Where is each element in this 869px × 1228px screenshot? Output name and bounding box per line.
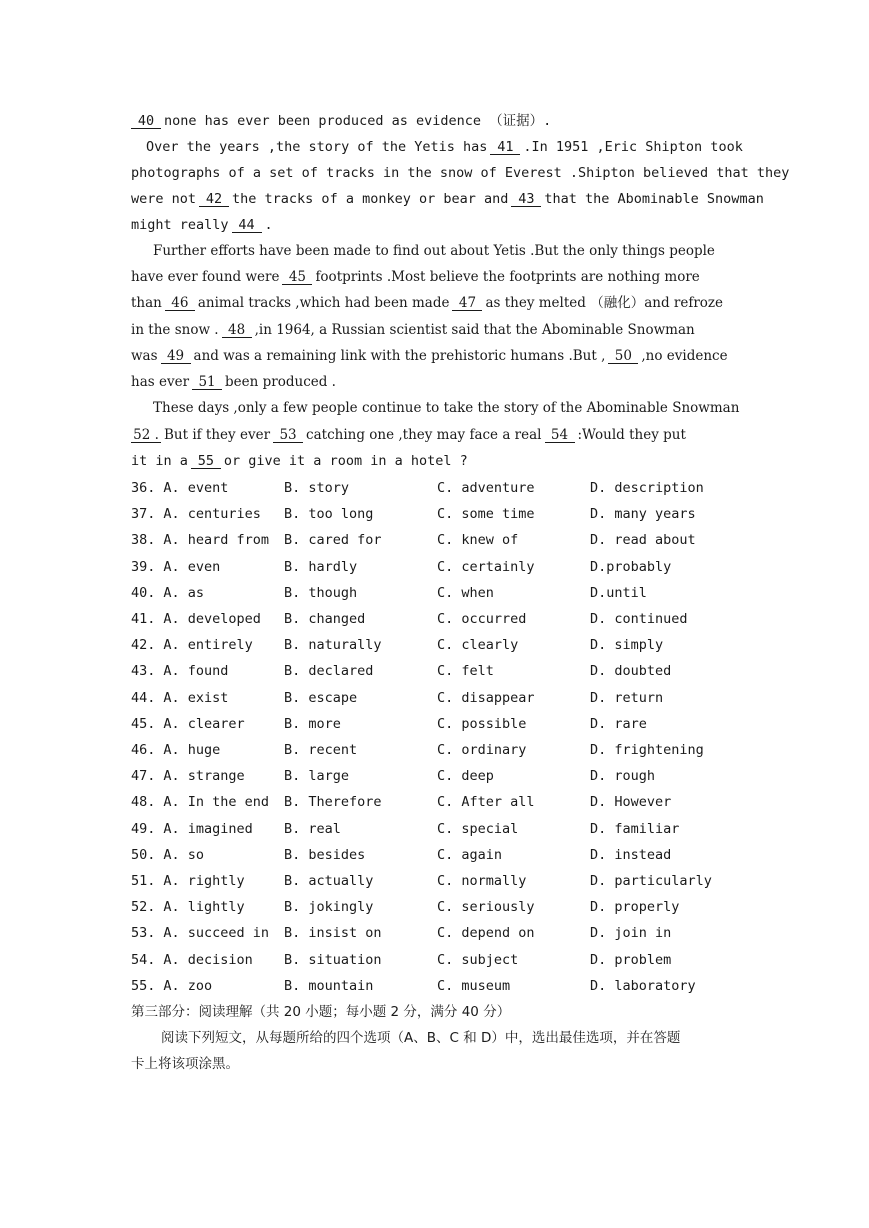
option-row: [131, 662, 751, 680]
option-d: D. problem: [590, 951, 672, 968]
option-c: C. occurred: [437, 611, 527, 627]
option-d: D. simply: [590, 637, 664, 654]
option-b: B. large: [284, 768, 350, 785]
option-c: C. seriously: [437, 899, 535, 916]
option-a-text: A. as: [163, 584, 205, 601]
option-c: C. felt: [437, 663, 494, 680]
question-number: 53.: [131, 925, 156, 942]
option-c: C. After all: [437, 794, 535, 811]
option-a: [131, 846, 204, 864]
passage-line: have ever found were 45 footprints .Most believe the footprints are nothing more: [131, 269, 700, 285]
option-a-text: A. imagined: [163, 820, 253, 837]
option-d: D. rough: [590, 768, 656, 785]
question-number: 41.: [131, 611, 156, 627]
option-row: [131, 531, 751, 549]
section-instruction: 卡上将该项涂黑。: [131, 1056, 239, 1072]
section-instruction: 阅读下列短文，从每题所给的四个选项（A、B、C 和 D）中，选出最佳选项，并在答题: [161, 1030, 681, 1046]
option-row: [131, 558, 751, 576]
option-d: D. read about: [590, 532, 696, 549]
section-heading: 第三部分：阅读理解（共 20 小题；每小题 2 分，满分 40 分）: [131, 1004, 511, 1020]
passage-line: photographs of a set of tracks in the snow of Everest .Shipton believed that they: [131, 165, 790, 181]
passage-line: 40 none has ever been produced as evidence （证据）.: [131, 112, 737, 130]
passage-line: 52 . But if they ever 53 catching one ,they may face a real 54 :Would they put: [131, 426, 737, 444]
option-row: [131, 689, 751, 707]
option-c: C. ordinary: [437, 742, 527, 758]
option-b: B. escape: [284, 689, 358, 706]
option-row: [131, 924, 751, 942]
option-row: [131, 767, 751, 785]
question-number: 55.: [131, 977, 156, 994]
option-a: [131, 977, 212, 995]
option-c: C. deep: [437, 768, 494, 785]
option-a: [131, 531, 269, 549]
option-a-text: A. strange: [163, 768, 245, 785]
option-a: [131, 584, 204, 602]
option-d: D.until: [590, 584, 647, 601]
option-b: B. real: [284, 820, 341, 837]
option-c: C. some time: [437, 506, 535, 523]
option-a-text: A. event: [163, 480, 229, 496]
option-c: C. adventure: [437, 480, 535, 496]
option-c: C. museum: [437, 977, 511, 994]
option-a: [131, 793, 269, 811]
question-number: 37.: [131, 506, 156, 523]
option-d: D. instead: [590, 846, 672, 863]
option-a-text: A. succeed in: [163, 925, 270, 942]
option-row: [131, 636, 751, 654]
passage-line: than 46 animal tracks ,which had been made 47 as they melted （融化）and refroze: [131, 295, 724, 311]
option-d: D. particularly: [590, 873, 712, 889]
question-number: 42.: [131, 637, 156, 654]
option-a: [131, 479, 228, 497]
blank-51: 51: [192, 375, 222, 390]
option-a: [131, 662, 228, 680]
option-row: [131, 584, 751, 602]
question-number: 44.: [131, 689, 156, 706]
passage-line: Over the years ,the story of the Yetis has 41 .In 1951 ,Eric Shipton took: [146, 139, 743, 155]
option-c: C. subject: [437, 951, 519, 968]
option-d: D. rare: [590, 715, 647, 732]
question-number: 46.: [131, 742, 156, 758]
option-row: [131, 505, 751, 523]
question-number: 38.: [131, 532, 156, 549]
option-b: B. recent: [284, 742, 358, 758]
option-b: B. insist on: [284, 925, 382, 942]
option-b: B. besides: [284, 846, 366, 863]
option-b: B. naturally: [284, 637, 382, 654]
option-a: [131, 951, 253, 969]
option-a: [131, 715, 245, 733]
option-row: [131, 741, 751, 759]
option-b: B. more: [284, 715, 341, 732]
option-c: C. when: [437, 584, 494, 601]
option-a-text: A. In the end: [163, 794, 270, 811]
option-a: [131, 558, 220, 576]
option-c: C. depend on: [437, 925, 535, 942]
option-a-text: A. heard from: [163, 532, 270, 549]
option-a: [131, 767, 245, 785]
blank-53: 53: [273, 428, 303, 443]
blank-47: 47: [452, 296, 482, 311]
question-number: 51.: [131, 873, 156, 889]
option-row: [131, 872, 751, 890]
option-c: C. clearly: [437, 637, 519, 654]
option-b: B. too long: [284, 506, 374, 523]
option-b: B. story: [284, 480, 350, 496]
option-c: C. special: [437, 820, 519, 837]
option-b: B. cared for: [284, 532, 382, 549]
blank-41: 41: [490, 140, 520, 155]
option-d: D. description: [590, 480, 704, 496]
question-number: 50.: [131, 846, 156, 863]
option-a-text: A. even: [163, 558, 221, 575]
option-d: D. many years: [590, 506, 696, 523]
blank-43: 43: [511, 192, 541, 207]
option-d: D. However: [590, 794, 672, 811]
option-a-text: A. found: [163, 663, 229, 680]
option-d: D. familiar: [590, 820, 680, 837]
option-c: C. knew of: [437, 532, 519, 549]
passage-line: in the snow . 48 ,in 1964, a Russian scientist said that the Abominable Snowman: [131, 322, 695, 338]
question-number: 36.: [131, 480, 156, 496]
passage-line: might really 44 .: [131, 217, 273, 233]
option-a-text: A. clearer: [163, 715, 245, 732]
option-row: [131, 479, 751, 497]
option-b: B. situation: [284, 951, 382, 968]
question-number: 52.: [131, 899, 156, 916]
option-d: D. doubted: [590, 663, 672, 680]
option-a-text: A. centuries: [163, 506, 261, 523]
option-a-text: A. decision: [163, 951, 253, 968]
option-a: [131, 505, 261, 523]
option-row: [131, 820, 751, 838]
option-c: C. disappear: [437, 689, 535, 706]
blank-42: 42: [199, 192, 229, 207]
option-a-text: A. so: [163, 846, 205, 863]
question-number: 39.: [131, 558, 156, 575]
passage-line: were not 42 the tracks of a monkey or bear and 43 that the Abominable Snowman: [131, 191, 764, 207]
option-row: [131, 610, 751, 628]
option-a: [131, 924, 269, 942]
option-b: B. though: [284, 584, 358, 601]
option-row: [131, 846, 751, 864]
option-a-text: A. huge: [163, 742, 221, 758]
option-b: B. Therefore: [284, 794, 382, 811]
option-d: D.probably: [590, 558, 672, 575]
blank-49: 49: [161, 349, 191, 364]
option-b: B. declared: [284, 663, 374, 680]
question-number: 54.: [131, 951, 156, 968]
question-number: 47.: [131, 768, 156, 785]
option-b: B. changed: [284, 611, 366, 627]
option-a: [131, 741, 220, 759]
option-a-text: A. zoo: [163, 977, 213, 994]
option-d: D. join in: [590, 925, 672, 942]
option-row: [131, 715, 751, 733]
option-b: B. hardly: [284, 558, 358, 575]
option-c: C. possible: [437, 715, 527, 732]
option-a: [131, 872, 245, 890]
blank-46: 46: [165, 296, 195, 311]
question-number: 48.: [131, 794, 156, 811]
question-number: 43.: [131, 663, 156, 680]
option-row: [131, 951, 751, 969]
blank-54: 54: [545, 428, 575, 443]
option-b: B. jokingly: [284, 899, 374, 916]
option-a: [131, 636, 253, 654]
option-a-text: A. lightly: [163, 899, 245, 916]
question-number: 40.: [131, 584, 156, 601]
option-c: C. certainly: [437, 558, 535, 575]
option-a: [131, 689, 228, 707]
blank-48: 48: [222, 323, 252, 338]
option-a-text: A. rightly: [163, 873, 245, 889]
question-number: 49.: [131, 820, 156, 837]
option-d: D. laboratory: [590, 977, 696, 994]
option-a: [131, 820, 253, 838]
passage-line: was 49 and was a remaining link with the prehistoric humans .But , 50 ,no evidence: [131, 348, 728, 364]
question-number: 45.: [131, 715, 156, 732]
blank-55: 55: [191, 454, 221, 469]
option-a: [131, 898, 245, 916]
passage-line: it in a 55 or give it a room in a hotel ?: [131, 453, 468, 469]
option-d: D. frightening: [590, 742, 704, 758]
option-a-text: A. exist: [163, 689, 229, 706]
option-b: B. mountain: [284, 977, 374, 994]
passage-line: Further efforts have been made to find out about Yetis .But the only things people: [153, 243, 715, 259]
option-row: [131, 898, 751, 916]
passage-line: has ever 51 been produced .: [131, 374, 336, 390]
blank-52: 52 .: [131, 428, 161, 443]
passage-line: These days ,only a few people continue to take the story of the Abominable Snowman: [153, 400, 740, 416]
blank-44: 44: [232, 218, 262, 233]
option-row: [131, 977, 751, 995]
blank-45: 45: [282, 270, 312, 285]
option-d: D. return: [590, 689, 664, 706]
option-c: C. again: [437, 846, 503, 863]
option-a: [131, 610, 261, 628]
blank-50: 50: [608, 349, 638, 364]
option-d: D. continued: [590, 611, 688, 627]
option-row: [131, 793, 751, 811]
option-a-text: A. developed: [163, 611, 261, 627]
option-a-text: A. entirely: [163, 637, 253, 654]
option-c: C. normally: [437, 873, 527, 889]
option-d: D. properly: [590, 899, 680, 916]
option-b: B. actually: [284, 873, 374, 889]
blank-40: 40: [131, 114, 161, 129]
